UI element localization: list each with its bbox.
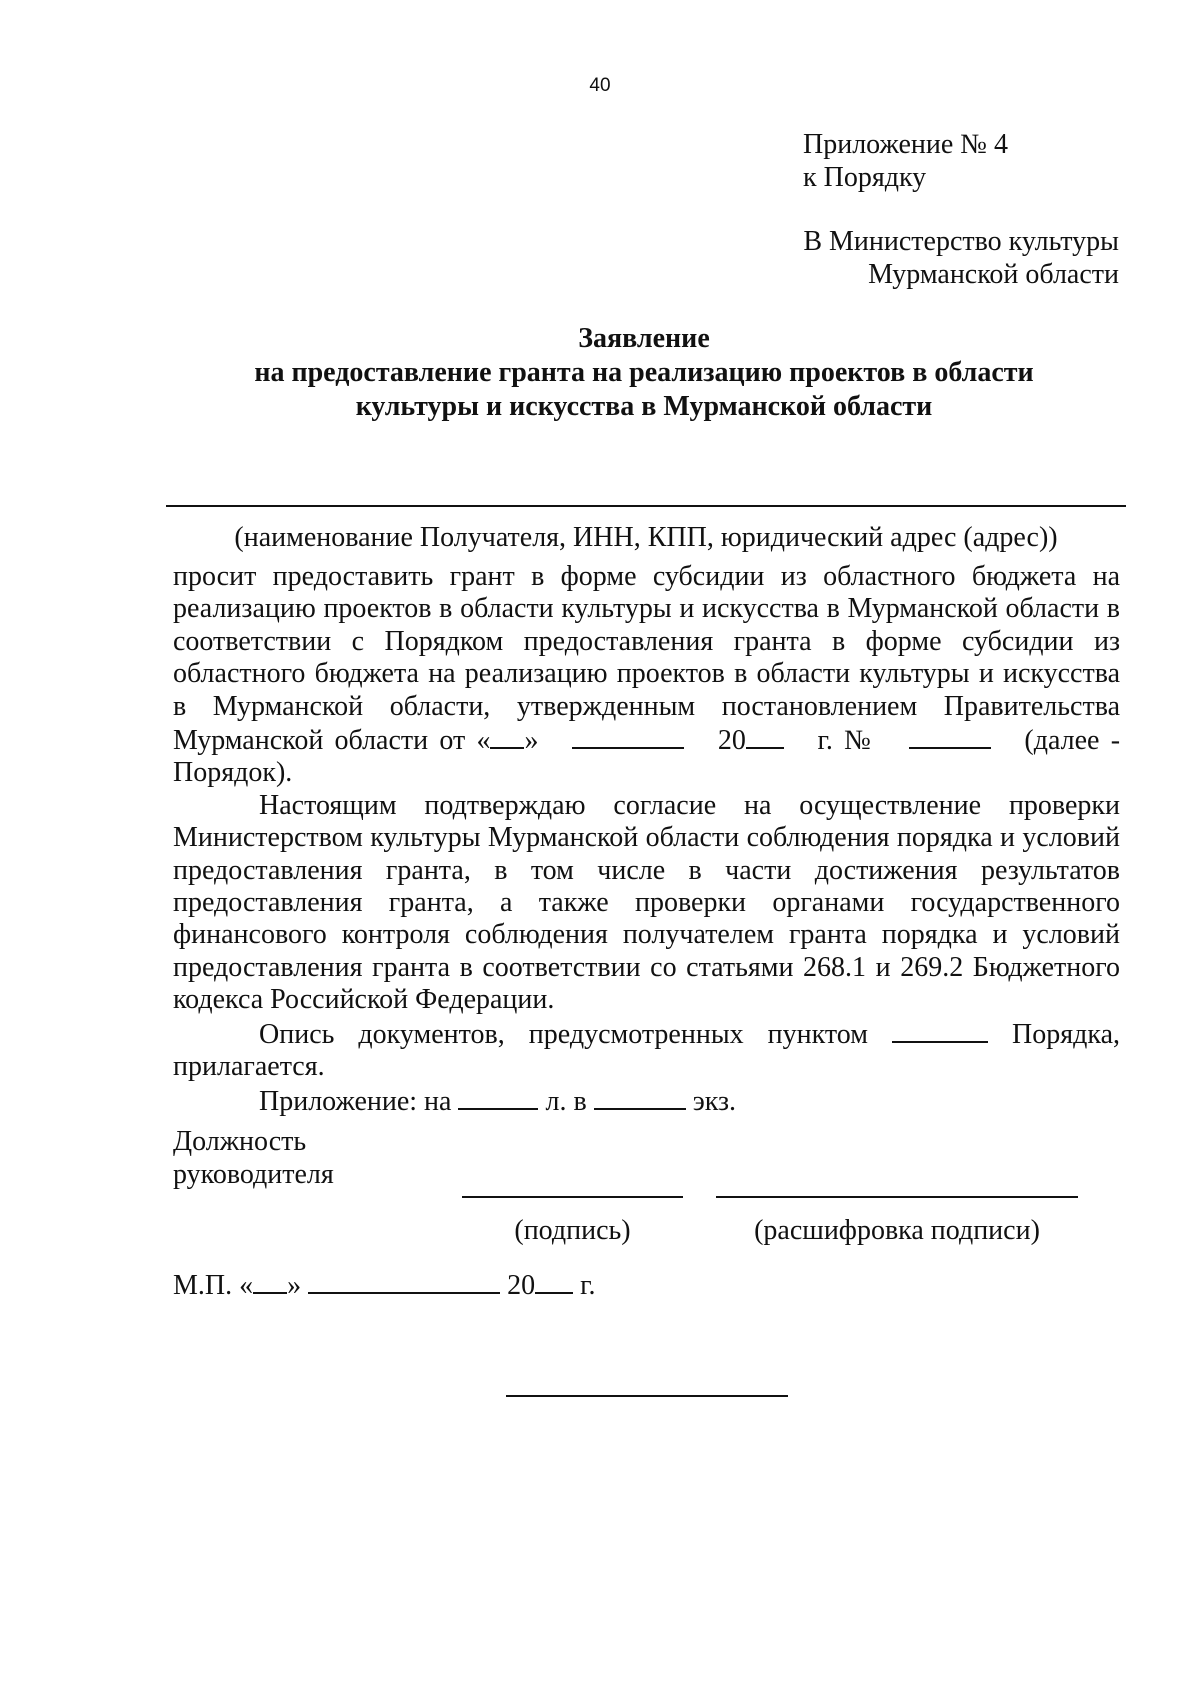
stamp-label: М.П.	[173, 1270, 233, 1301]
copies-count-field[interactable]	[594, 1084, 686, 1110]
document-title	[170, 322, 1118, 424]
paragraph-consent: Настоящим подтверждаю согласие на осуществление проверки Министерством культуры Мурманской области соблюдения порядка и условий предоставления гранта, в том числе в части достижения результатов предоставления гранта, а также проверки органами государственного финансового контроля соблюдения получателем гранта порядка и условий предоставления гранта в соответствии со статьями 268.1 и 269.2 Бюджетного кодекса Российской Федерации.	[173, 789, 1120, 1016]
recipient-name-field[interactable]	[166, 505, 1126, 507]
addressee-line-1: В Министерство культуры	[803, 226, 1119, 257]
position-line-2: руководителя	[173, 1159, 334, 1190]
signature-field[interactable]	[462, 1196, 683, 1198]
inventory-text-end: Порядка, прилагается.	[173, 1018, 1120, 1083]
year-number-label: г. №	[817, 725, 876, 757]
sheets-count-field[interactable]	[458, 1084, 538, 1110]
clause-number-field[interactable]	[892, 1017, 988, 1043]
month-field[interactable]	[572, 723, 684, 749]
document-end-divider	[506, 1395, 788, 1397]
day-field[interactable]	[490, 723, 524, 749]
title-line-2: на предоставление гранта на реализацию проектов в области	[254, 357, 1034, 388]
signature-caption: (подпись)	[514, 1215, 631, 1246]
stamp-quote-close: »	[287, 1270, 302, 1301]
inventory-text: Опись документов, предусмотренных пунктом	[259, 1018, 868, 1050]
addressee-block	[719, 225, 1119, 291]
paragraph-inventory	[173, 1017, 1120, 1084]
quote-open: «	[476, 725, 491, 757]
paragraph-attachment	[173, 1084, 1120, 1118]
position-label	[173, 1125, 473, 1191]
signature-decoding-field[interactable]	[716, 1196, 1078, 1198]
stamp-year-prefix: 20	[507, 1270, 536, 1301]
resolution-number-field[interactable]	[909, 723, 991, 749]
quote-close: »	[524, 725, 539, 757]
stamp-month-field[interactable]	[308, 1268, 500, 1294]
position-line-1: Должность	[173, 1126, 307, 1157]
attachment-suffix: экз.	[692, 1085, 736, 1117]
stamp-date-line	[173, 1268, 873, 1302]
page-number: 40	[589, 75, 611, 96]
attachment-prefix: Приложение: на	[259, 1085, 452, 1117]
stamp-day-field[interactable]	[253, 1268, 287, 1294]
addressee-line-2: Мурманской области	[868, 259, 1119, 290]
appendix-to-order: к Порядку	[803, 162, 927, 193]
application-body	[173, 561, 1120, 1118]
recipient-caption: (наименование Получателя, ИНН, КПП, юридический адрес (адрес))	[234, 522, 1058, 553]
title-line-3: культуры и искусства в Мурманской области	[355, 391, 933, 422]
paragraph-request	[173, 561, 1120, 790]
signature-decoding-caption: (расшифровка подписи)	[754, 1215, 1040, 1246]
stamp-year-field[interactable]	[535, 1268, 573, 1294]
request-text: просит предоставить грант в форме субсидии из областного бюджета на реализацию проектов в области культуры и искусства в Мурманской области в соответствии с Порядком предоставления гранта в форме субсидии из областного бюджета на реализацию проектов в области культуры и искусства в Мурманской области, утвержденным постановлением Правительства Мурманской области от	[173, 561, 1120, 757]
stamp-quote-open: «	[239, 1270, 254, 1301]
stamp-year-suffix: г.	[580, 1270, 596, 1301]
title-line-1: Заявление	[578, 323, 710, 354]
year-prefix: 20	[717, 725, 746, 757]
year-field[interactable]	[746, 723, 784, 749]
appendix-number: Приложение № 4	[803, 129, 1008, 160]
attachment-middle: л. в	[545, 1085, 587, 1117]
appendix-reference	[803, 128, 1163, 194]
request-text-end: (далее - Порядок).	[173, 725, 1121, 789]
